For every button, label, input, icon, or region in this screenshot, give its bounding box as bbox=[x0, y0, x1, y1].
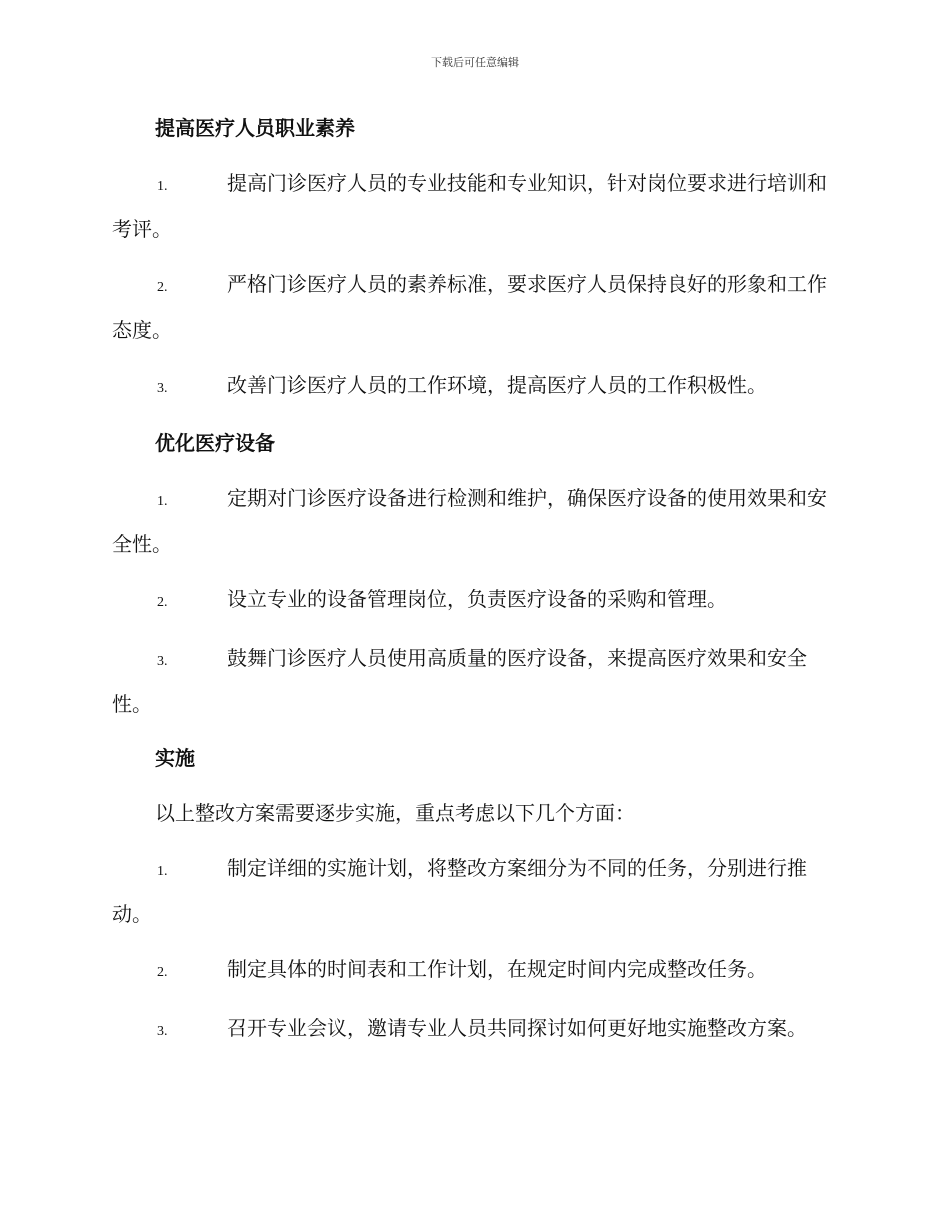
list-number: 2. bbox=[157, 280, 168, 295]
list-text: 鼓舞门诊医疗人员使用高质量的医疗设备，来提高医疗效果和安全性。 bbox=[112, 646, 807, 716]
page-header: 下载后可任意编辑 bbox=[431, 56, 519, 69]
list-text: 提高门诊医疗人员的专业技能和专业知识，针对岗位要求进行培训和考评。 bbox=[112, 171, 827, 241]
list-item bbox=[112, 263, 834, 351]
list-text: 制定具体的时间表和工作计划，在规定时间内完成整改任务。 bbox=[227, 957, 767, 981]
list-text: 改善门诊医疗人员的工作环境，提高医疗人员的工作积极性。 bbox=[227, 373, 767, 397]
section-heading-equipment: 优化医疗设备 bbox=[155, 431, 275, 455]
list-item bbox=[112, 578, 834, 624]
list-text: 定期对门诊医疗设备进行检测和维护，确保医疗设备的使用效果和安全性。 bbox=[112, 486, 827, 556]
list-item bbox=[112, 1007, 834, 1053]
list-item bbox=[112, 477, 834, 565]
list-item bbox=[112, 948, 834, 994]
list-number: 1. bbox=[157, 864, 168, 879]
list-number: 2. bbox=[157, 595, 168, 610]
list-item bbox=[112, 364, 834, 410]
list-text: 召开专业会议，邀请专业人员共同探讨如何更好地实施整改方案。 bbox=[227, 1016, 807, 1040]
list-text: 制定详细的实施计划，将整改方案细分为不同的任务，分别进行推动。 bbox=[112, 856, 807, 926]
list-number: 1. bbox=[157, 179, 168, 194]
list-text: 设立专业的设备管理岗位，负责医疗设备的采购和管理。 bbox=[227, 587, 727, 611]
list-item bbox=[112, 637, 834, 725]
list-item bbox=[112, 847, 834, 935]
list-number: 3. bbox=[157, 381, 168, 396]
list-number: 3. bbox=[157, 1024, 168, 1039]
section-intro: 以上整改方案需要逐步实施，重点考虑以下几个方面： bbox=[155, 801, 635, 825]
section-heading-implementation: 实施 bbox=[155, 746, 195, 770]
section-heading-staff: 提高医疗人员职业素养 bbox=[155, 116, 355, 140]
list-number: 2. bbox=[157, 965, 168, 980]
list-text: 严格门诊医疗人员的素养标准，要求医疗人员保持良好的形象和工作态度。 bbox=[112, 272, 827, 342]
list-number: 1. bbox=[157, 494, 168, 509]
document-body bbox=[112, 108, 834, 1066]
list-item bbox=[112, 162, 834, 250]
list-number: 3. bbox=[157, 654, 168, 669]
